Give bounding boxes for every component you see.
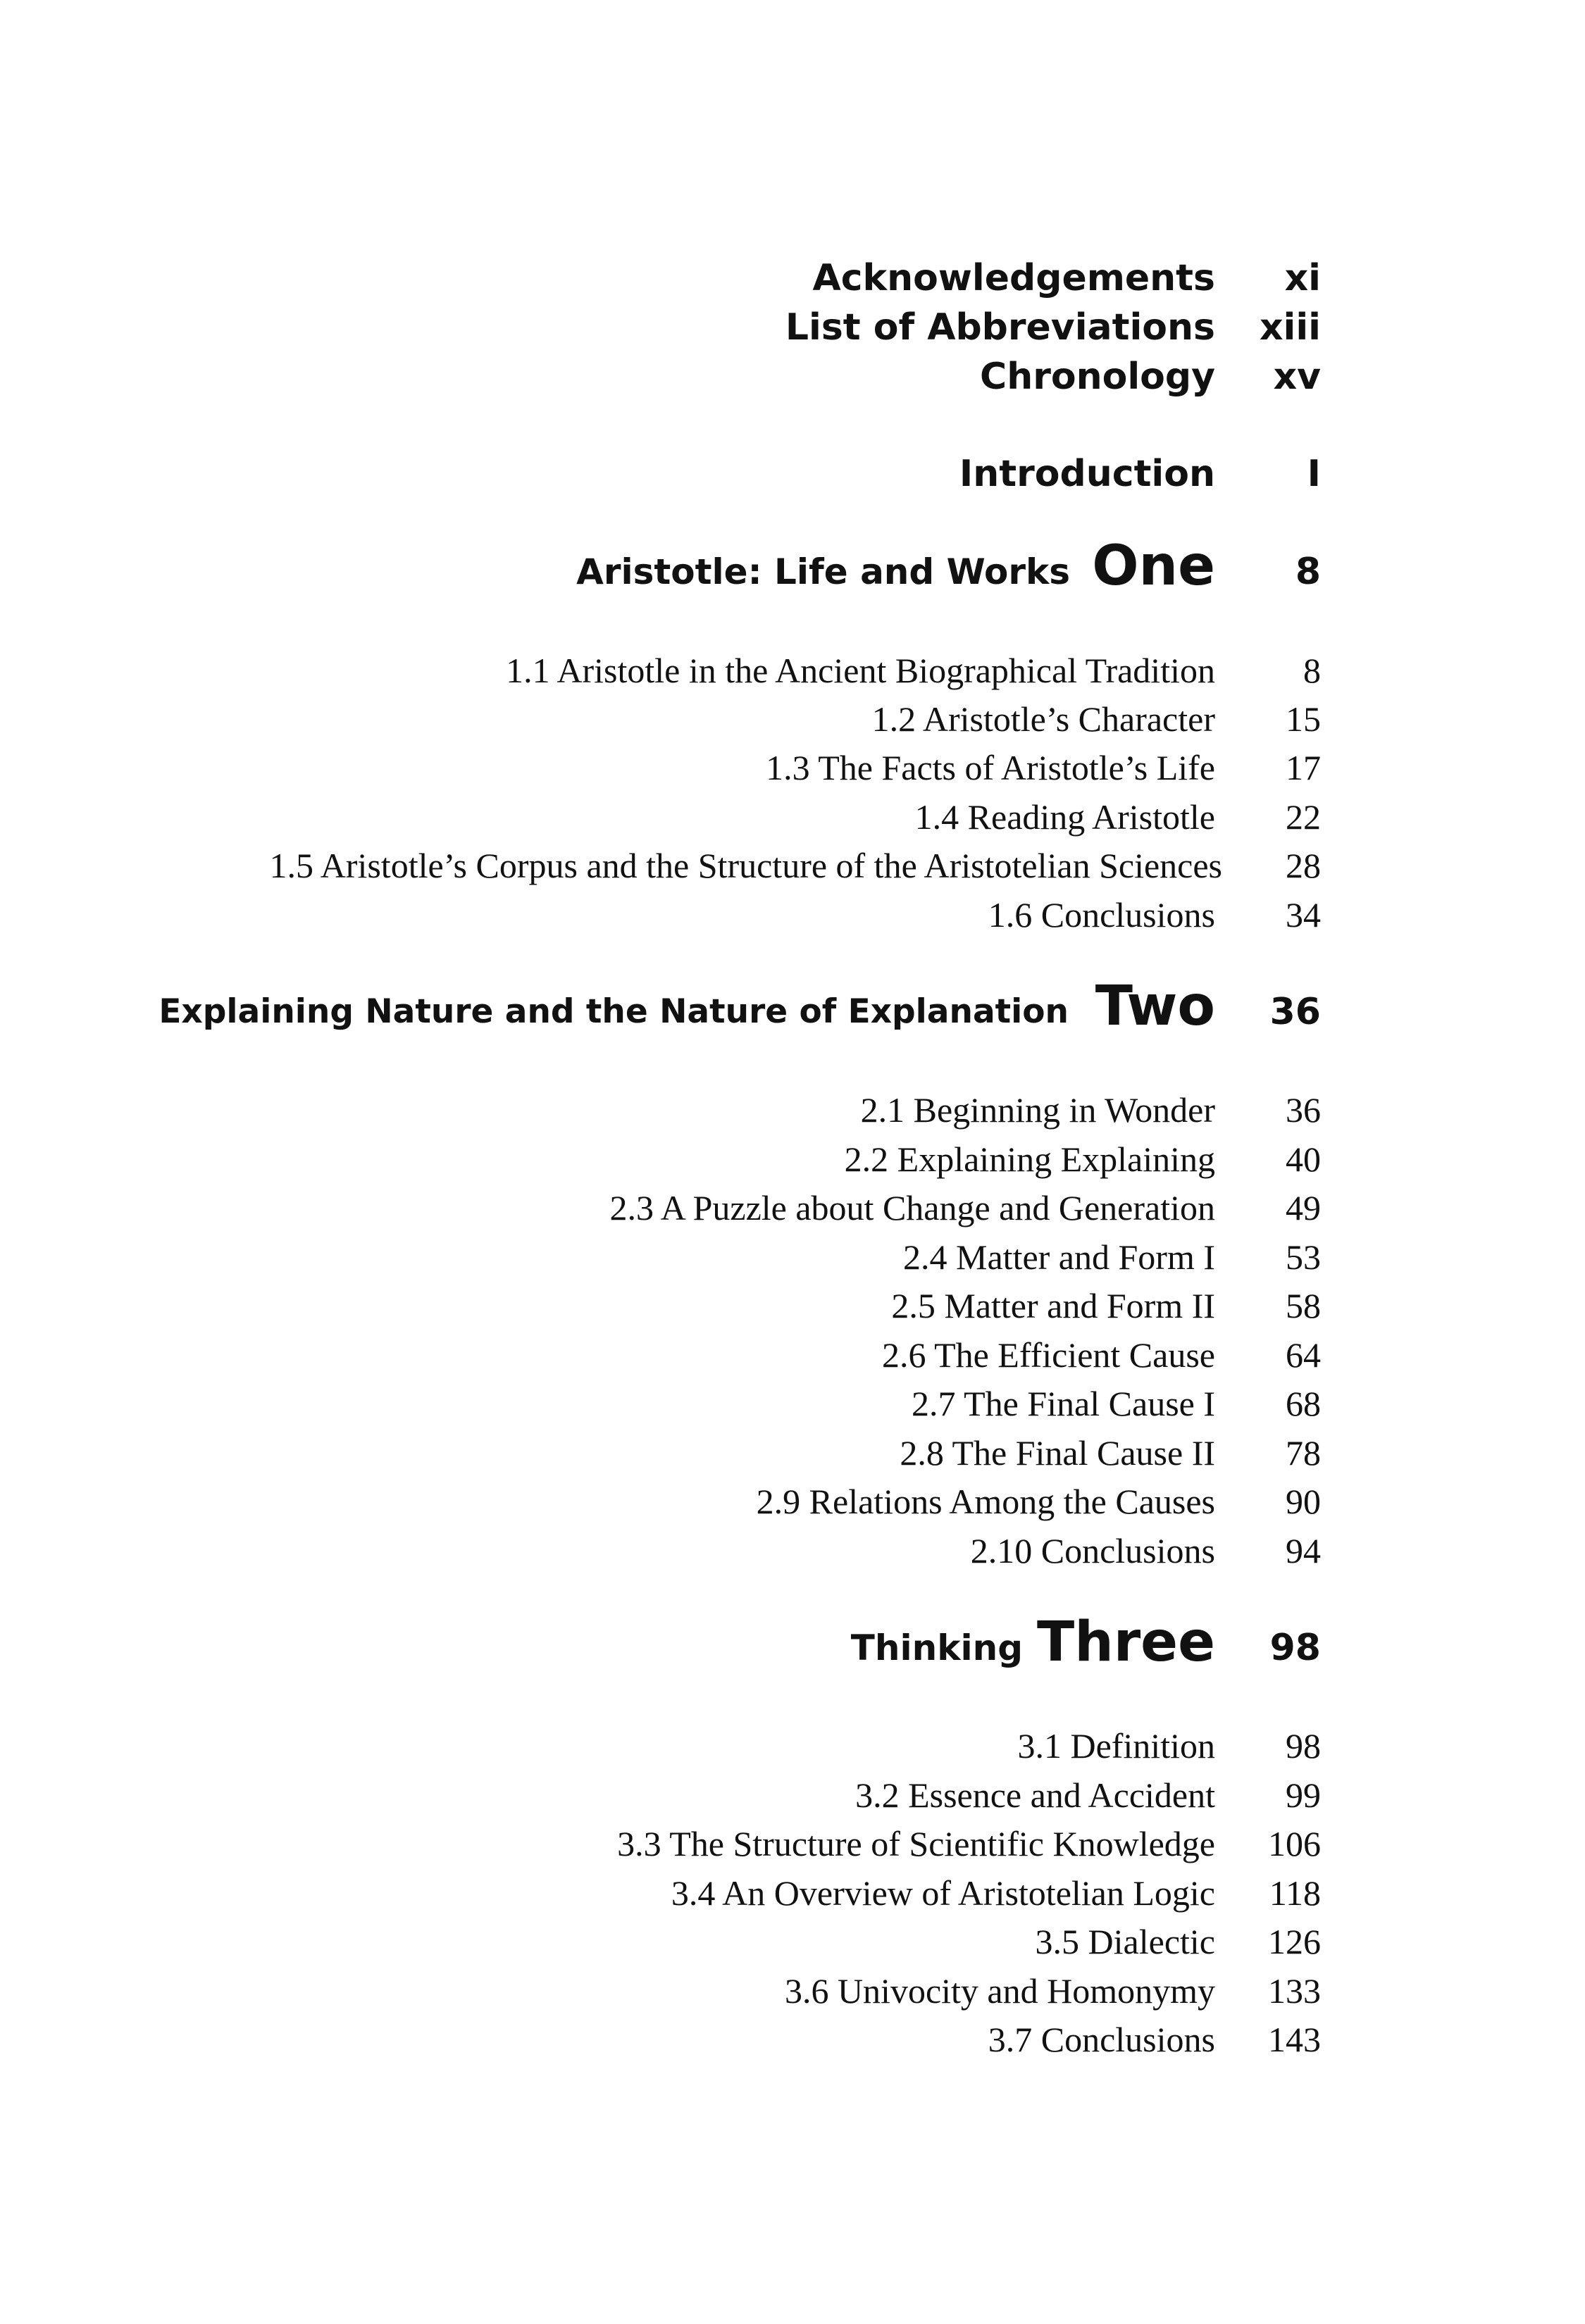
toc-section <box>0 1075 1585 1131</box>
section-page: 22 <box>1286 797 1321 837</box>
section-page: 15 <box>1286 699 1321 739</box>
section-title: 2.1 Beginning in Wonder <box>860 1090 1215 1130</box>
section-page: 106 <box>1268 1824 1321 1863</box>
section-title: 1.1 Aristotle in the Ancient Biographical Tradition <box>506 651 1215 690</box>
toc-section <box>0 1124 1585 1180</box>
chapter-title: Thinking <box>850 1628 1023 1668</box>
chapter-page: 98 <box>1269 1627 1321 1669</box>
section-title: 3.1 Definition <box>1017 1726 1215 1766</box>
chapter-heading-two <box>0 975 1585 1038</box>
entry-page: xi <box>1284 257 1321 299</box>
toc-section <box>0 1516 1585 1572</box>
toc-section <box>0 830 1585 887</box>
section-title: 2.6 The Efficient Cause <box>881 1335 1215 1375</box>
toc-section <box>0 684 1585 740</box>
section-title: 1.6 Conclusions <box>988 895 1215 935</box>
entry-page: I <box>1307 453 1321 495</box>
entry-title: Acknowledgements <box>812 257 1215 299</box>
section-title: 2.8 The Final Cause II <box>900 1433 1215 1473</box>
section-page: 98 <box>1286 1726 1321 1766</box>
toc-section <box>0 1760 1585 1816</box>
section-title: 2.2 Explaining Explaining <box>844 1139 1215 1179</box>
section-title: 3.4 An Overview of Aristotelian Logic <box>671 1873 1215 1913</box>
section-page: 49 <box>1286 1188 1321 1227</box>
chapter-title: Explaining Nature and the Nature of Explanation <box>158 992 1069 1031</box>
section-page: 34 <box>1286 895 1321 935</box>
section-title: 2.7 The Final Cause I <box>912 1384 1215 1423</box>
section-page: 68 <box>1286 1384 1321 1423</box>
entry-title: Chronology <box>980 356 1215 398</box>
section-page: 36 <box>1286 1090 1321 1130</box>
toc-entry-introduction <box>0 439 1585 495</box>
toc-section <box>0 1173 1585 1229</box>
section-page: 133 <box>1268 1971 1321 2011</box>
section-title: 2.9 Relations Among the Causes <box>756 1482 1215 1521</box>
entry-title: Introduction <box>959 453 1215 495</box>
section-page: 53 <box>1286 1237 1321 1277</box>
chapter-page: 36 <box>1269 991 1321 1033</box>
toc-section <box>0 732 1585 789</box>
chapter-number: One <box>1092 535 1215 598</box>
section-page: 94 <box>1286 1531 1321 1570</box>
section-page: 78 <box>1286 1433 1321 1473</box>
section-title: 2.4 Matter and Form I <box>903 1237 1215 1277</box>
section-title: 3.5 Dialectic <box>1035 1922 1215 1961</box>
toc-entry-chronology <box>0 342 1585 398</box>
section-page: 64 <box>1286 1335 1321 1375</box>
section-page: 40 <box>1286 1139 1321 1179</box>
toc-section <box>0 1906 1585 1963</box>
toc-section <box>0 1418 1585 1474</box>
section-page: 8 <box>1303 651 1321 690</box>
toc-section <box>0 1368 1585 1425</box>
toc-section <box>0 2004 1585 2061</box>
toc-section <box>0 782 1585 838</box>
section-page: 126 <box>1268 1922 1321 1961</box>
chapter-heading-three <box>0 1611 1585 1674</box>
entry-page: xiii <box>1259 306 1321 349</box>
chapter-number: Three <box>1036 1611 1215 1674</box>
section-title: 3.6 Univocity and Homonymy <box>784 1971 1215 2011</box>
section-title: 1.5 Aristotle’s Corpus and the Structure of the Aristotelian Sciences <box>269 846 1222 885</box>
section-page: 17 <box>1286 748 1321 787</box>
toc-section <box>0 1466 1585 1523</box>
toc-section <box>0 880 1585 936</box>
section-page: 28 <box>1286 846 1321 885</box>
section-title: 1.3 The Facts of Aristotle’s Life <box>766 748 1215 787</box>
toc-section <box>0 635 1585 692</box>
section-title: 2.5 Matter and Form II <box>891 1286 1215 1325</box>
toc-entry-acknowledgements <box>0 243 1585 299</box>
toc-section <box>0 1270 1585 1327</box>
section-title: 2.3 A Puzzle about Change and Generation <box>609 1188 1215 1227</box>
section-page: 58 <box>1286 1286 1321 1325</box>
toc-entry-abbreviations <box>0 292 1585 349</box>
chapter-heading-one <box>0 535 1585 598</box>
toc-section <box>0 1956 1585 2012</box>
chapter-title: Aristotle: Life and Works <box>576 551 1070 592</box>
section-title: 2.10 Conclusions <box>970 1531 1215 1570</box>
section-page: 143 <box>1268 2020 1321 2059</box>
toc-section <box>0 1222 1585 1278</box>
section-page: 99 <box>1286 1775 1321 1815</box>
section-title: 3.7 Conclusions <box>988 2020 1215 2059</box>
section-page: 118 <box>1269 1873 1321 1913</box>
section-title: 1.2 Aristotle’s Character <box>871 699 1215 739</box>
section-title: 3.3 The Structure of Scientific Knowledge <box>617 1824 1215 1863</box>
toc-section <box>0 1858 1585 1914</box>
section-page: 90 <box>1286 1482 1321 1521</box>
entry-page: xv <box>1273 356 1321 398</box>
toc-section <box>0 1808 1585 1865</box>
section-title: 3.2 Essence and Accident <box>855 1775 1215 1815</box>
entry-title: List of Abbreviations <box>785 306 1215 349</box>
chapter-page: 8 <box>1295 551 1321 593</box>
toc-section <box>0 1320 1585 1376</box>
chapter-number: Two <box>1095 975 1215 1038</box>
toc-section <box>0 1711 1585 1767</box>
section-title: 1.4 Reading Aristotle <box>914 797 1215 837</box>
